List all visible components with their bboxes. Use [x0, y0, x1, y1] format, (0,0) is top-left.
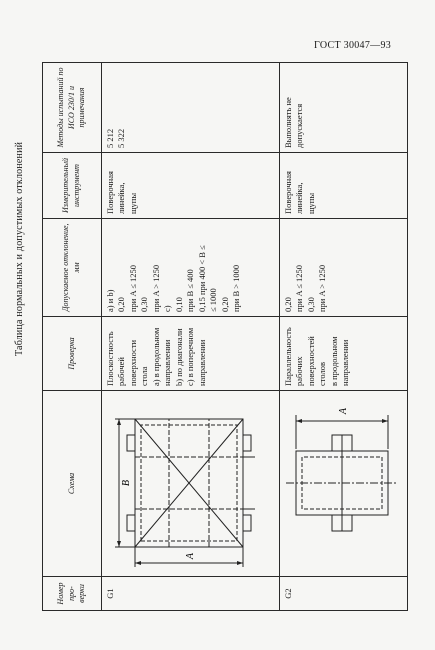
instrument-line: щупы [305, 192, 316, 214]
check-line: рабочей [116, 357, 127, 386]
method-line: допускается [294, 103, 305, 148]
deviation-line: 0,30 [305, 297, 316, 312]
instrument-g1 [102, 153, 280, 219]
check-g2 [280, 317, 408, 391]
deviation-line: 0,10 [173, 297, 184, 312]
instrument-line: щупы [127, 192, 138, 214]
check-line: а) в продольном [150, 327, 161, 386]
deviation-line: c) [162, 305, 173, 312]
deviation-line: 0,20 [283, 297, 293, 312]
deviation-line: 0,20 [219, 297, 230, 312]
row-number: G1 [102, 577, 280, 611]
deviation-line: a) и b) [105, 289, 115, 312]
deviation-line: 0,20 [116, 297, 127, 312]
deviation-line: при B > 1000 [231, 264, 242, 312]
check-line: в продольном [328, 336, 339, 386]
dimension-label-a: A [338, 408, 349, 415]
check-line: Плоскостность [105, 331, 115, 386]
check-line: направлении [162, 339, 173, 386]
dimension-label-a: A [184, 553, 196, 560]
check-line: направлении [196, 339, 207, 386]
parallelism-diagram [282, 396, 402, 572]
dimension-label-b: B [120, 480, 132, 487]
section-title: Таблица нормальных и допустимых отклонений [14, 141, 25, 356]
method-line: 5 212 [105, 128, 115, 148]
table-row-g2 [280, 63, 408, 611]
check-line: c) в поперечном [185, 327, 196, 386]
method-g1 [102, 63, 280, 153]
scheme-g2 [280, 391, 408, 577]
check-line: поверхности стола [127, 339, 150, 386]
header-deviation: Допускаемое отклонение, мм [43, 219, 102, 317]
check-line: поверхностей столов [305, 336, 328, 386]
header-method: Методы испытаний по ИСО 230/1 и примечания [43, 63, 102, 153]
row-number: G2 [280, 577, 408, 611]
check-line: направлении [340, 339, 351, 386]
check-line: b) по диагонали [173, 328, 184, 386]
deviation-line: 0,15 при 400 < B ≤ [196, 245, 207, 312]
deviation-line: при B ≤ 400 [185, 269, 196, 312]
method-line: 5 322 [116, 128, 127, 148]
inspection-table-container [42, 63, 406, 611]
method-g2 [280, 63, 408, 153]
deviation-line: 0,30 [139, 297, 150, 312]
deviation-line: при A ≤ 1250 [127, 264, 138, 312]
instrument-line: Поверочная [283, 171, 293, 214]
header-num: Номер про- верки [43, 577, 102, 611]
scheme-g1 [102, 391, 280, 577]
header-scheme: Схема [43, 391, 102, 577]
header-instrument: Измерительный инструмент [43, 153, 102, 219]
deviation-line: при A > 1250 [150, 264, 161, 312]
instrument-g2 [280, 153, 408, 219]
instrument-line: линейка, [116, 182, 127, 214]
instrument-line: Поверочная [105, 171, 115, 214]
header-check: Проверка [43, 317, 102, 391]
deviation-g1 [102, 219, 280, 317]
method-line: Выполнять не [283, 97, 293, 148]
document-header: ГОСТ 30047—93 [314, 40, 392, 51]
deviation-line: при A ≤ 1250 [294, 264, 305, 312]
table-header-row [43, 63, 102, 611]
table-flatness-diagram [109, 396, 269, 572]
check-line: рабочих [294, 356, 305, 386]
deviation-line: при A > 1250 [317, 264, 328, 312]
deviation-line: ≤ 1000 [208, 288, 219, 312]
inspection-table [42, 62, 408, 611]
check-line: Параллельность [283, 327, 293, 386]
table-row-g1 [102, 63, 280, 611]
check-g1 [102, 317, 280, 391]
instrument-line: линейка, [294, 182, 305, 214]
deviation-g2 [280, 219, 408, 317]
